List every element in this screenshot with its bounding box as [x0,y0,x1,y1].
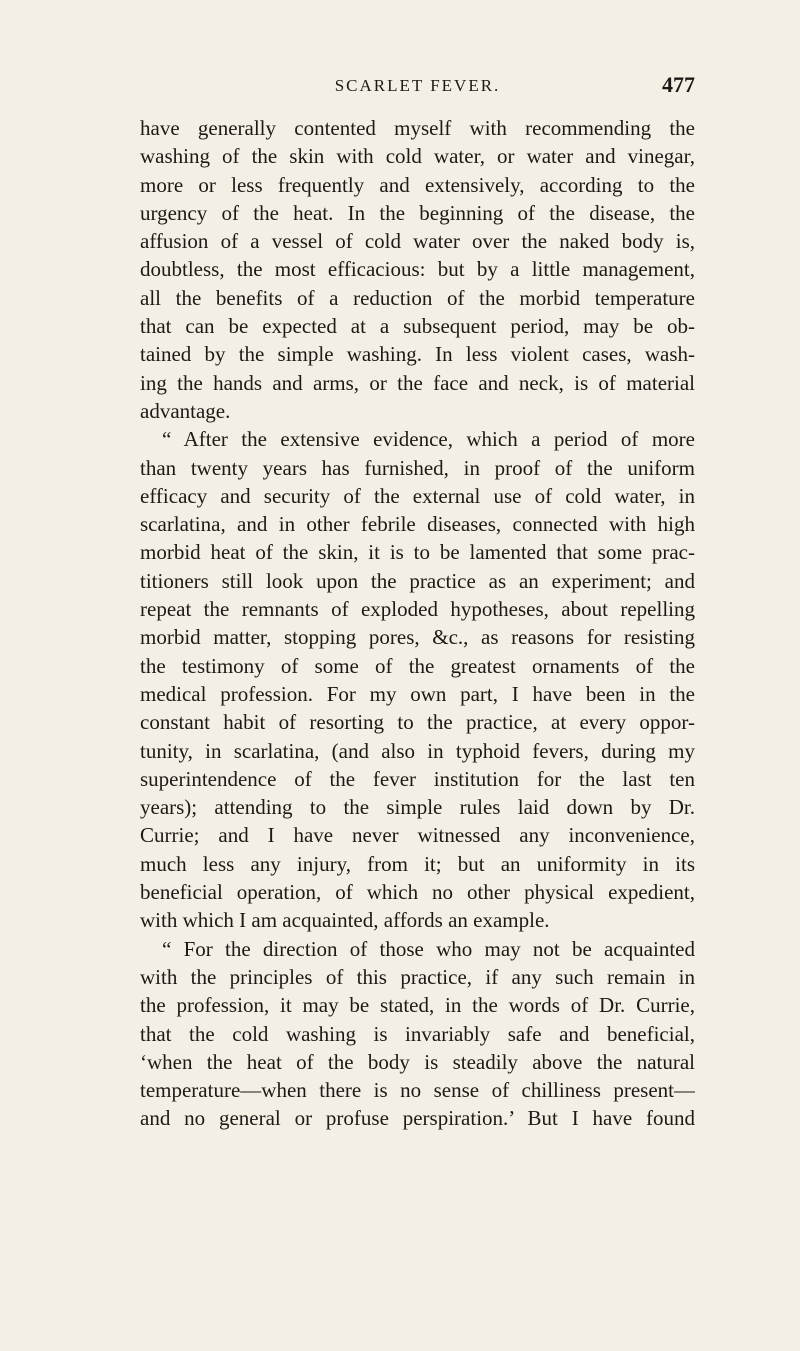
page-header [140,72,695,102]
text-line: superintendence of the fever institution for the last ten [140,766,695,791]
text-line: repeat the remnants of exploded hypotheses, about repelling [140,597,695,622]
text-line: with which I am acquainted, affords an example. [140,908,550,933]
text-line: with the principles of this practice, if any such remain in [140,964,695,989]
page-number: 477 [662,72,695,97]
text-line: washing of the skin with cold water, or water and vinegar, [140,144,695,169]
text-line: more or less frequently and extensively, according to the [140,172,695,197]
text-line: Currie; and I have never witnessed any inconvenience, [140,823,695,848]
text-line: the testimony of some of the greatest ornaments of the [140,653,695,678]
text-line: the profession, it may be stated, in the words of Dr. Currie, [140,993,695,1018]
text-line: that can be expected at a subsequent period, may be ob- [140,314,695,339]
text-line: morbid matter, stopping pores, &c., as reasons for resisting [140,625,695,650]
text-line: than twenty years has furnished, in proof of the uniform [140,455,695,480]
text-line: all the benefits of a reduction of the morbid temperature [140,285,695,310]
text-line: affusion of a vessel of cold water over the naked body is, [140,229,695,254]
text-line: that the cold washing is invariably safe and beneficial, [140,1021,695,1046]
text-line: have generally contented myself with recommending the [140,116,695,140]
text-line: much less any injury, from it; but an uniformity in its [140,851,695,876]
text-line: efficacy and security of the external use of cold water, in [140,483,695,508]
running-head: SCARLET FEVER. [334,76,501,95]
text-line: scarlatina, and in other febrile diseases, connected with high [140,512,695,537]
text-line: years); attending to the simple rules laid down by Dr. [140,795,695,820]
text-line: ‘when the heat of the body is steadily above the natural [140,1049,695,1074]
body-text [140,114,695,1133]
text-line: “ For the direction of those who may not be acquainted [162,936,695,961]
text-line: and no general or profuse perspiration.’ But I have found [140,1106,695,1131]
text-line: constant habit of resorting to the practice, at every oppor- [140,710,695,735]
text-line: ing the hands and arms, or the face and neck, is of material [140,370,695,395]
text-line: “ After the extensive evidence, which a period of more [162,427,695,452]
text-line: morbid heat of the skin, it is to be lamented that some prac- [140,540,695,565]
text-line: tunity, in scarlatina, (and also in typhoid fevers, during my [140,738,695,763]
text-line: temperature—when there is no sense of chilliness present— [140,1078,695,1103]
text-line: beneficial operation, of which no other physical expedient, [140,880,695,905]
text-line: advantage. [140,398,231,423]
text-line: medical profession. For my own part, I have been in the [140,681,695,706]
text-line: doubtless, the most efficacious: but by a little management, [140,257,695,282]
text-line: urgency of the heat. In the beginning of the disease, the [140,200,695,225]
text-line: titioners still look upon the practice as an experiment; and [140,568,695,593]
text-line: tained by the simple washing. In less violent cases, wash- [140,342,695,367]
